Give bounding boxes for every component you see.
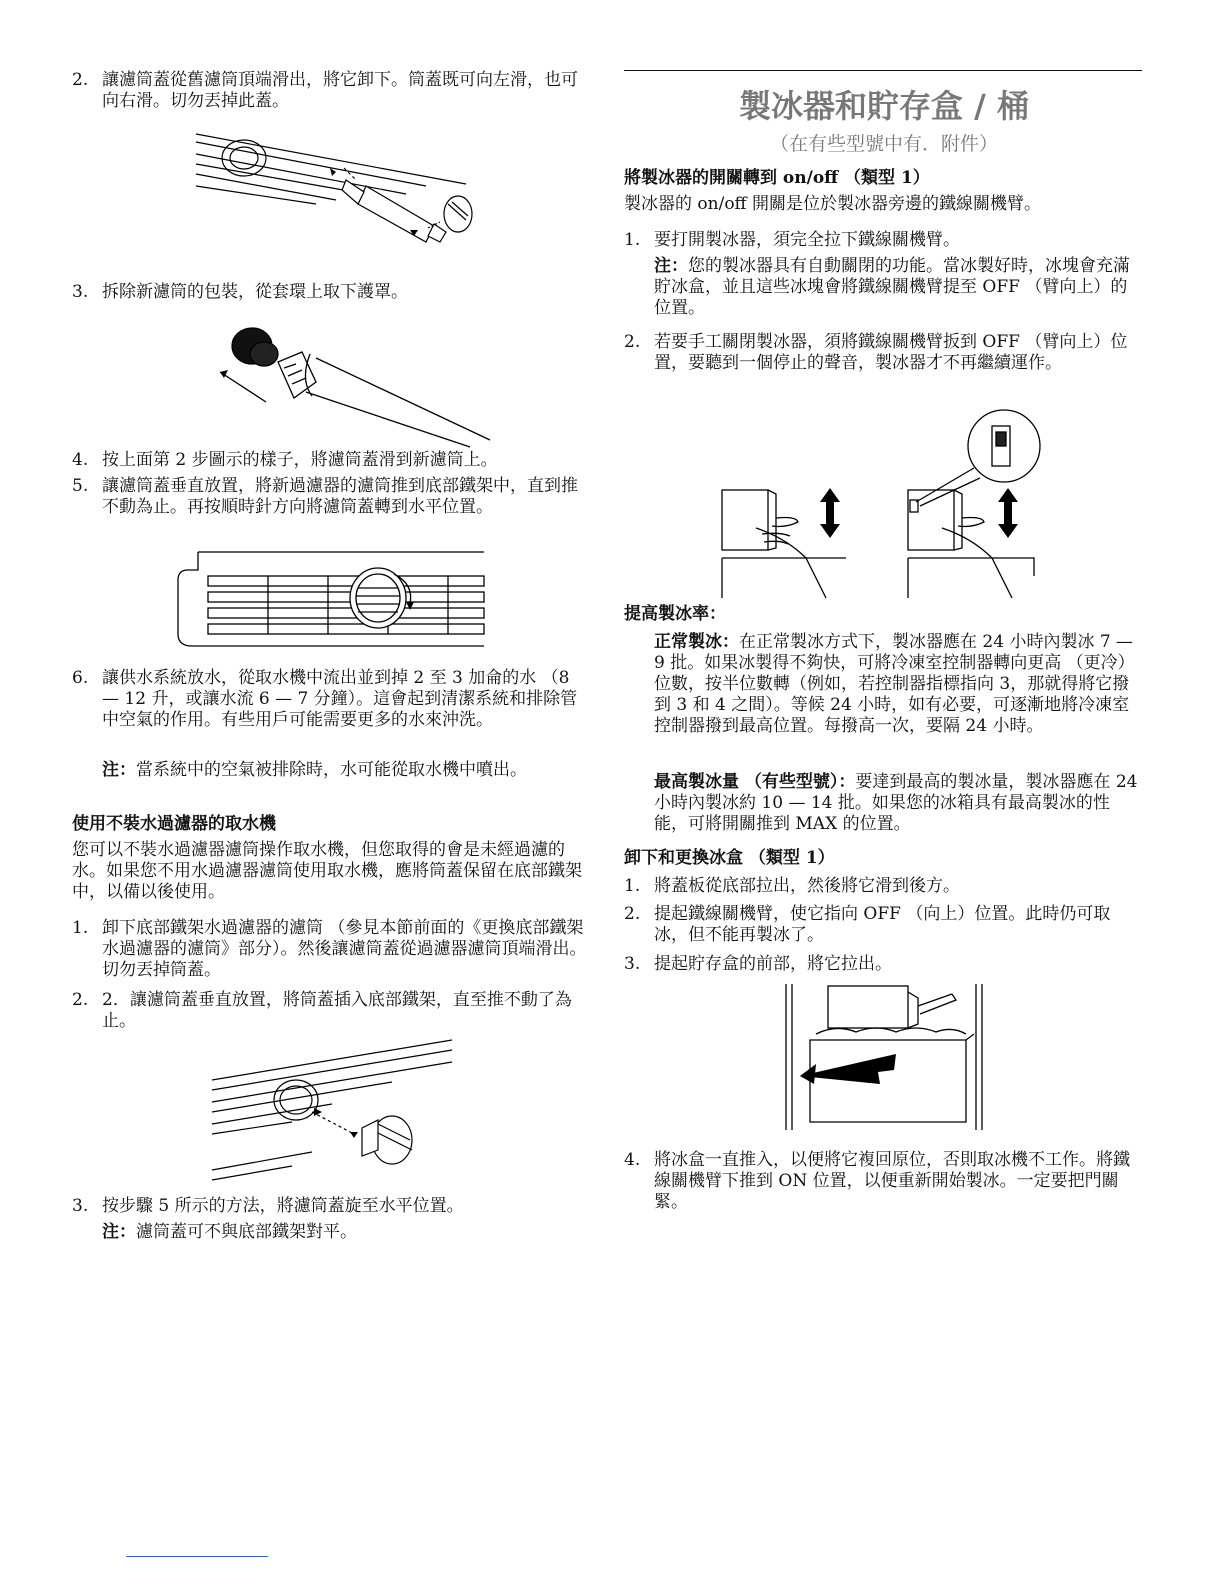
step-number: 4.	[72, 450, 89, 470]
step-number: 1.	[624, 230, 641, 250]
step-text: 若要手工關閉製冰器，須將鐵線關機臂扳到 OFF （臂向上）位置，要聽到一個停止的聲音，製冰器才不再繼續運作。	[654, 332, 1128, 373]
step-text: 讓濾筒蓋垂直放置，將新過濾器的濾筒推到底部鐵架中，直到推不動為止。再按順時針方向將濾筒蓋轉到水平位置。	[102, 476, 578, 517]
section-heading: 使用不裝水過濾器的取水機	[72, 814, 276, 834]
step-text: 提起鐵線關機臂，使它指向 OFF （向上）位置。此時仍可取冰，但不能再製冰了。	[654, 904, 1111, 945]
heading-onoff: 將製冰器的開關轉到 on/off （類型 1）	[624, 168, 930, 188]
section-title: 製冰器和貯存盒 / 桶	[739, 87, 1029, 125]
step-number: 4.	[624, 1150, 641, 1170]
onoff-intro: 製冰器的 on/off 開關是位於製冰器旁邊的鐵線關機臂。	[624, 194, 1042, 214]
max-ice-label: 最高製冰量 （有些型號）：	[654, 772, 856, 792]
step-number: 2.	[72, 990, 89, 1010]
step-text: 要打開製冰器，須完全拉下鐵線關機臂。	[654, 230, 960, 250]
step-number: 6.	[72, 668, 89, 688]
section-rule	[624, 70, 1142, 71]
note-text: 濾筒蓋可不與底部鐵架對平。	[136, 1222, 357, 1242]
footer-rule	[126, 1556, 268, 1557]
max-ice-text: 要達到最高的製冰量，製冰器應在 24 小時內製冰約 10 — 14 批。如果您的冰箱具有最高製冰的性能，可將開關推到 MAX 的位置。	[654, 772, 1138, 834]
heading-bin: 卸下和更換冰盒 （類型 1）	[624, 848, 835, 868]
section-subtitle: （在有些型號中有．附件）	[769, 133, 998, 155]
step-text: 提起貯存盒的前部，將它拉出。	[654, 954, 892, 974]
step-number: 1.	[624, 876, 641, 896]
icemaker-arm-illustration	[716, 408, 1056, 598]
heading-rate: 提高製冰率：	[624, 604, 726, 624]
note-label: 注：	[654, 256, 688, 276]
max-ice-rate	[654, 772, 1138, 835]
step-text: 2．讓濾筒蓋垂直放置，將筒蓋插入底部鐵架，直至推不動了為止。	[102, 990, 572, 1031]
note-text: 當系統中的空氣被排除時，水可能從取水機中噴出。	[136, 760, 527, 780]
normal-ice-text: 在正常製冰方式下，製冰器應在 24 小時內製冰 7 — 9 批。如果冰製得不夠快，可將冷凍室控制器轉向更高 （更冷）位數，按半位數轉（例如，若控制器指標指向 3，那就得將它撥到 3 和 4 之間）。等候 24 小時，如有必要，可逐漸地將冷凍室控制器撥到最高位置。每撥高一次，要隔 24 小時。	[654, 632, 1135, 736]
normal-ice-label: 正常製冰：	[654, 632, 739, 652]
step-number: 3.	[72, 1196, 89, 1216]
note-cap-alignment	[102, 1222, 582, 1243]
cap-insert-illustration	[212, 1040, 457, 1180]
note-auto-shutoff	[654, 256, 1132, 319]
step-number: 3.	[624, 954, 641, 974]
note-label: 注：	[102, 760, 136, 780]
step-text: 按上面第 2 步圖示的樣子，將濾筒蓋滑到新濾筒上。	[102, 450, 498, 470]
section-intro: 您可以不裝水過濾器濾筒操作取水機，但您取得的會是未經過濾的水。如果您不用水過濾器濾筒使用取水機，應將筒蓋保留在底部鐵架中，以備以後使用。	[72, 840, 582, 902]
step-number: 5.	[72, 476, 89, 496]
note-label: 注：	[102, 1222, 136, 1242]
ice-bin-illustration	[786, 984, 982, 1130]
base-grille-illustration	[178, 550, 484, 650]
step-text: 卸下底部鐵架水過濾器的濾筒 （參見本節前面的《更換底部鐵架水過濾器的濾筒》部分）。然後讓濾筒蓋從過濾器濾筒頂端滑出。切勿丟掉筒蓋。	[102, 918, 587, 980]
step-text: 讓供水系統放水，從取水機中流出並到掉 2 至 3 加侖的水 （8 — 12 升，或讓水流 6 — 7 分鐘）。這會起到清潔系統和排除管中空氣的作用。有些用戶可能需要更多的水來沖洗。	[102, 668, 578, 730]
normal-ice-rate	[654, 632, 1142, 737]
step-number: 2.	[624, 904, 641, 924]
step-text: 按步驟 5 所示的方法，將濾筒蓋旋至水平位置。	[102, 1196, 464, 1216]
step-number: 2.	[624, 332, 641, 352]
step-number: 2.	[72, 70, 89, 90]
step-number: 3.	[72, 282, 89, 302]
protective-cap-illustration	[220, 322, 490, 447]
step-text: 讓濾筒蓋從舊濾筒頂端滑出，將它卸下。筒蓋既可向左滑，也可向右滑。切勿丟掉此蓋。	[102, 70, 578, 111]
filter-cap-removal-illustration	[196, 124, 476, 259]
step-number: 1.	[72, 918, 89, 938]
note-text: 您的製冰器具有自動關閉的功能。當冰製好時，冰塊會充滿貯冰盒，並且這些冰塊會將鐵線關機臂提至 OFF （臂向上）的位置。	[654, 256, 1130, 318]
step-text: 拆除新濾筒的包裝，從套環上取下護罩。	[102, 282, 408, 302]
step-text: 將冰盒一直推入，以便將它複回原位，否則取冰機不工作。將鐵線關機臂下推到 ON 位置，以便重新開始製冰。一定要把門關緊。	[654, 1150, 1130, 1212]
note-air-purge	[102, 760, 562, 781]
step-text: 將蓋板從底部拉出，然後將它滑到後方。	[654, 876, 960, 896]
